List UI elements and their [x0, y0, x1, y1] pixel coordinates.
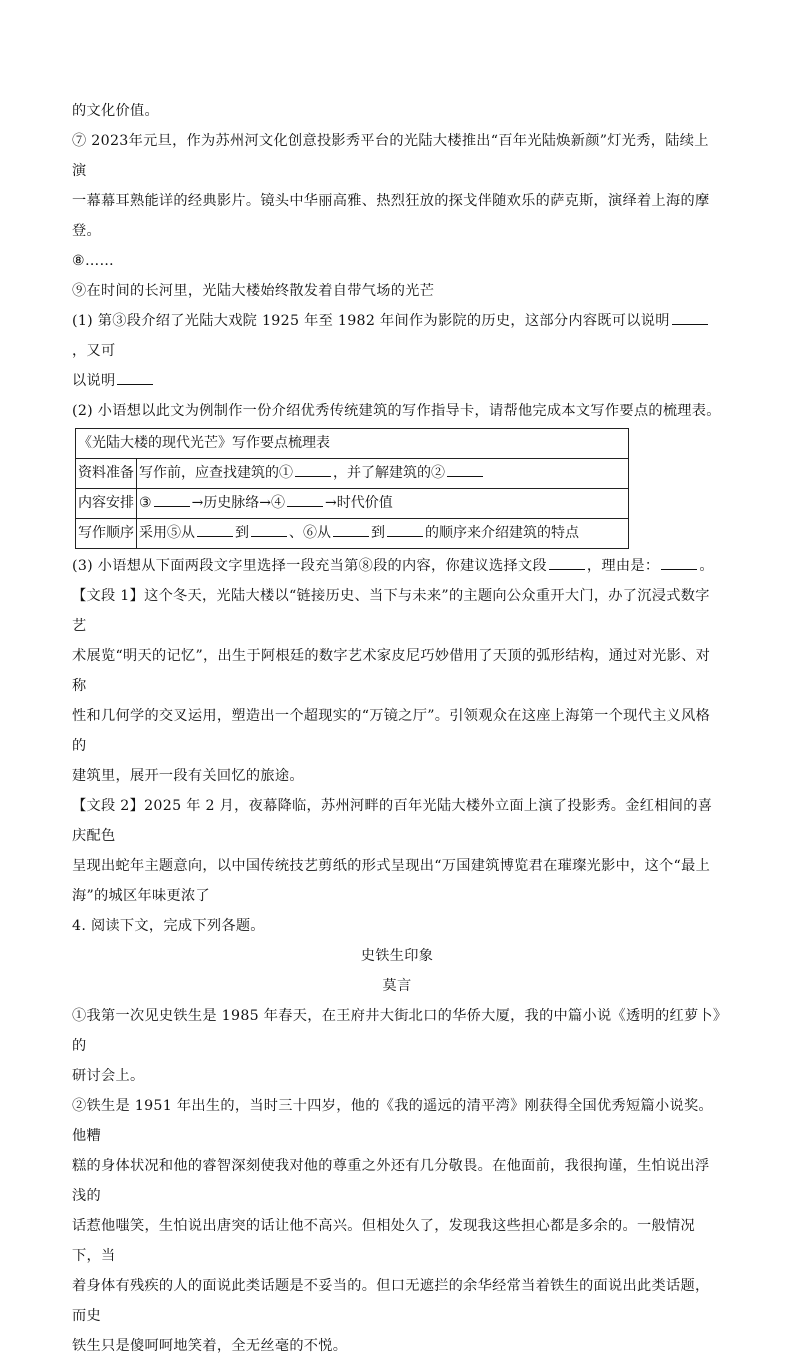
answer-blank: [287, 492, 323, 507]
row-content: ③ →历史脉络→④ →时代价值: [137, 489, 629, 519]
article-line: ②铁生是 1951 年出生的，当时三十四岁，他的《我的遥远的清平湾》刚获得全国优秀短篇小说奖。他糟: [72, 1098, 713, 1144]
text-line: 一幕幕耳熟能详的经典影片。镜头中华丽高雅、热烈狂放的探戈伴随欢乐的萨克斯，演绎着上海的摩登。: [72, 193, 710, 239]
answer-blank: [672, 310, 708, 325]
answer-blank: [197, 522, 233, 537]
answer-blank: [549, 555, 585, 570]
answer-blank: [333, 522, 369, 537]
article-line: 研讨会上。: [72, 1068, 145, 1084]
table-row: [76, 519, 629, 549]
text-line: ⑨在时间的长河里，光陆大楼始终散发着自带气场的光芒: [72, 283, 435, 299]
writing-points-table: [75, 428, 629, 549]
row-label: 资料准备: [76, 459, 137, 489]
table-row: [76, 489, 629, 519]
answer-blank: [295, 462, 331, 477]
article-line: ①我第一次见史铁生是 1985 年春天，在王府井大街北口的华侨大厦，我的中篇小说《透明的红萝卜》的: [72, 1008, 721, 1054]
question-1-cont: 以说明: [72, 366, 722, 396]
text-line: 的文化价值。: [72, 103, 159, 119]
wenduan-2-line: 呈现出蛇年主题意向，以中国传统技艺剪纸的形式呈现出“万国建筑博览君在璀璨光影中，这个“最上: [72, 858, 711, 874]
article-line: 着身体有残疾的人的面说此类话题是不妥当的。但口无遮拦的余华经常当着铁生的面说出此类话题，而史: [72, 1278, 710, 1324]
article-line: 话惹他嗤笑，生怕说出唐突的话让他不高兴。但相处久了，发现我这些担心都是多余的。一般情况下，当: [72, 1218, 695, 1264]
wenduan-1-line: 性和几何学的交叉运用，塑造出一个超现实的“万镜之厅”。引领观众在这座上海第一个现代主义风格的: [72, 708, 711, 754]
answer-blank: [154, 492, 190, 507]
answer-blank: [117, 370, 153, 385]
question-3: (3) 小语想从下面两段文字里选择一段充当第⑧段的内容，你建议选择文段 ，理由是： 。: [72, 551, 722, 581]
answer-blank: [251, 522, 287, 537]
table-title-row: [76, 429, 629, 459]
wenduan-1-line: 术展览“明天的记忆”，出生于阿根廷的数字艺术家皮尼巧妙借用了天顶的弧形结构，通过对光影、对称: [72, 648, 711, 694]
answer-blank: [447, 462, 483, 477]
wenduan-2-line: 海”的城区年味更浓了: [72, 888, 210, 904]
wenduan-1-line: 建筑里，展开一段有关回忆的旅途。: [72, 768, 304, 784]
article-line: 铁生只是傻呵呵地笑着，全无丝毫的不悦。: [72, 1338, 348, 1354]
article-author: 莫言: [382, 978, 412, 994]
table-title: 《光陆大楼的现代光芒》写作要点梳理表: [76, 429, 629, 459]
row-label: 写作顺序: [76, 519, 137, 549]
text-line: ⑧……: [72, 253, 114, 269]
answer-blank: [387, 522, 423, 537]
question-1: (1) 第③段介绍了光陆大戏院 1925 年至 1982 年间作为影院的历史，这部分内容既可以说明，又可: [72, 306, 722, 366]
article-title: 史铁生印象: [360, 948, 434, 964]
row-content: 采用⑤从 到 、⑥从 到 的顺序来介绍建筑的特点: [137, 519, 629, 549]
page-content: [72, 96, 722, 1361]
text-line: ⑦ 2023年元旦，作为苏州河文化创意投影秀平台的光陆大楼推出“百年光陆焕新颜”灯光秀，陆续上演: [72, 133, 709, 179]
question-2: (2) 小语想以此文为例制作一份介绍优秀传统建筑的写作指导卡，请帮他完成本文写作要点的梳理表。: [72, 403, 721, 419]
wenduan-2-line: 【文段 2】2025 年 2 月，夜幕降临，苏州河畔的百年光陆大楼外立面上演了投影秀。金红相间的喜庆配色: [72, 798, 713, 844]
wenduan-1-line: 【文段 1】这个冬天，光陆大楼以“链接历史、当下与未来”的主题向公众重开大门，办了沉浸式数字艺: [72, 588, 710, 634]
row-content: 写作前，应查找建筑的① ，并了解建筑的②: [137, 459, 629, 489]
question-4: 4. 阅读下文，完成下列各题。: [72, 918, 265, 934]
answer-blank: [661, 555, 697, 570]
table-row: [76, 459, 629, 489]
row-label: 内容安排: [76, 489, 137, 519]
article-line: 糕的身体状况和他的睿智深刻使我对他的尊重之外还有几分敬畏。在他面前，我很拘谨，生怕说出浮浅的: [72, 1158, 710, 1204]
